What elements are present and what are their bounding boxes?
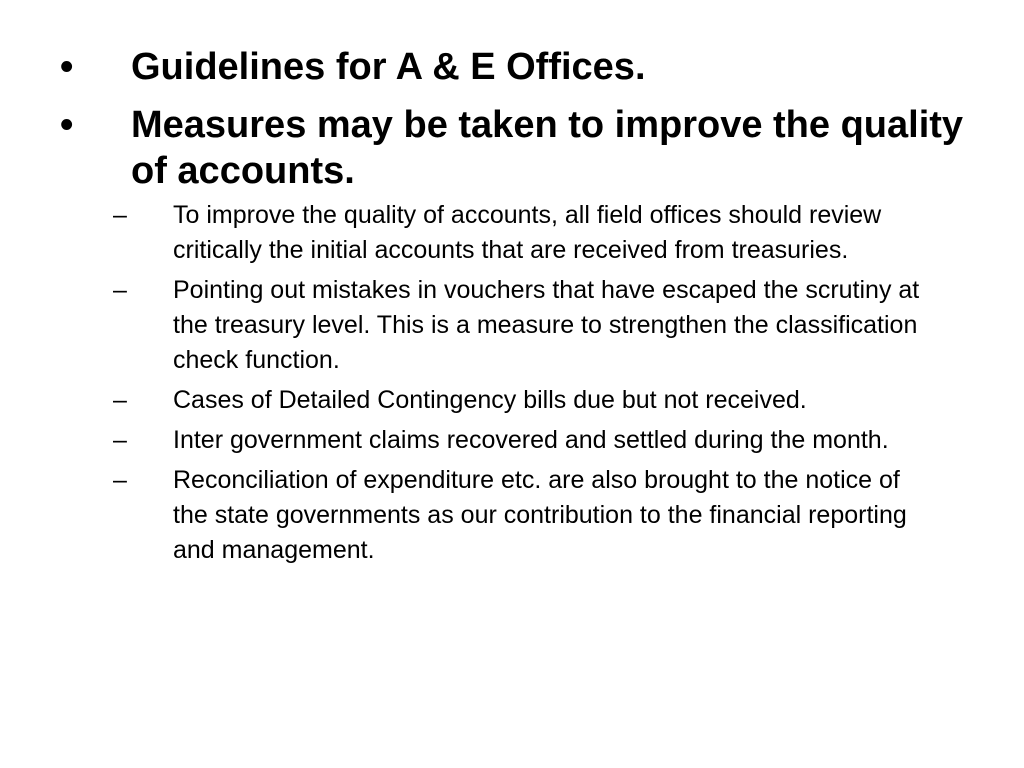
bullet-marker: • xyxy=(60,104,74,146)
sub-bullet-text: To improve the quality of accounts, all field offices should review critically the initial accounts that are received from treasuries. xyxy=(173,201,882,264)
bullet-marker: • xyxy=(60,46,74,88)
bullet-measures xyxy=(0,102,1000,194)
bullet-list xyxy=(0,44,1000,573)
sub-bullet-text: Inter government claims recovered and settled during the month. xyxy=(173,426,889,454)
sub-bullet-text: Cases of Detailed Contingency bills due but not received. xyxy=(173,386,807,414)
sub-bullet-inter-government-claims xyxy=(0,423,1000,458)
dash-marker: – xyxy=(113,426,127,454)
sub-bullet-review-accounts xyxy=(0,198,1000,268)
bullet-text: Guidelines for A & E Offices. xyxy=(131,46,646,88)
sub-bullet-list xyxy=(0,198,1000,568)
dash-marker: – xyxy=(113,276,127,304)
sub-bullet-text: Pointing out mistakes in vouchers that have escaped the scrutiny at the treasury level. This is a measure to strengthen the classification check function. xyxy=(173,276,920,374)
sub-bullet-container xyxy=(0,198,1000,568)
dash-marker: – xyxy=(113,386,127,414)
dash-marker: – xyxy=(113,201,127,229)
sub-bullet-text: Reconciliation of expenditure etc. are also brought to the notice of the state governments as our contribution to the financial reporting and management. xyxy=(173,466,907,564)
sub-bullet-pointing-mistakes xyxy=(0,273,1000,378)
dash-marker: – xyxy=(113,466,127,494)
bullet-guidelines xyxy=(0,44,1000,90)
sub-bullet-dc-bills xyxy=(0,383,1000,418)
bullet-text: Measures may be taken to improve the quality of accounts. xyxy=(131,104,964,192)
sub-bullet-reconciliation xyxy=(0,463,1000,568)
